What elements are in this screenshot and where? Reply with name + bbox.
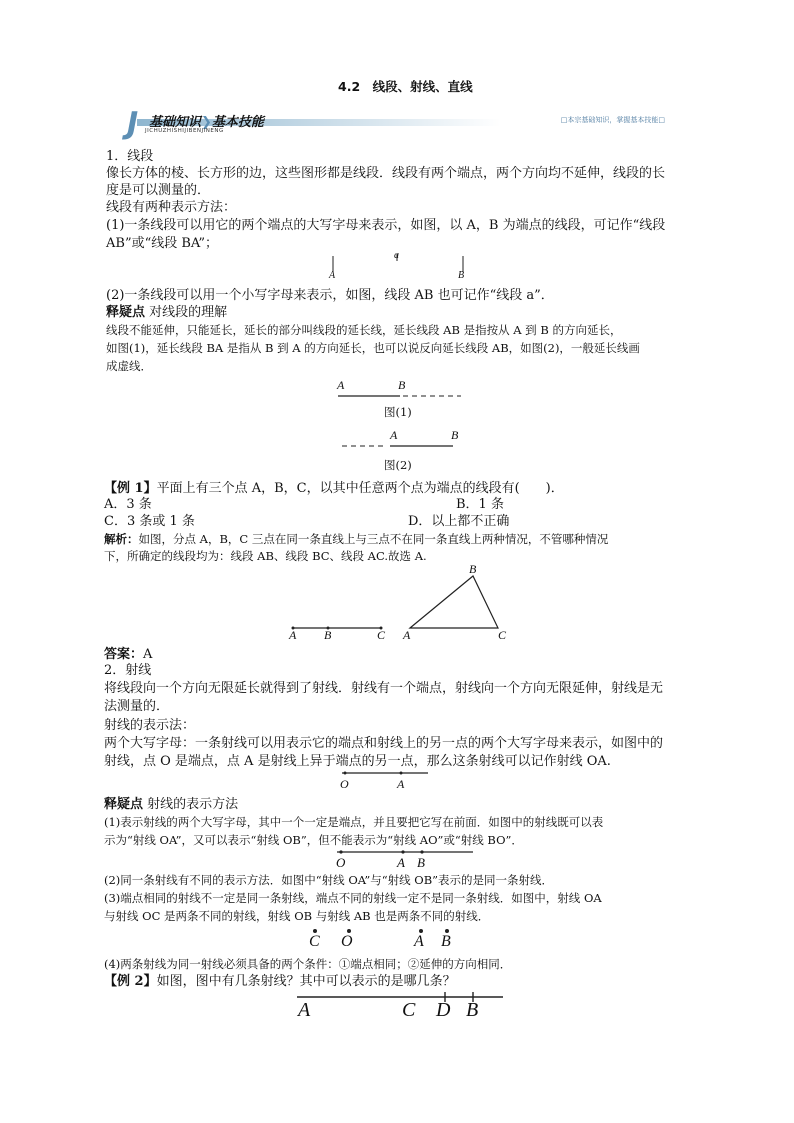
fig2-label-a2: A bbox=[390, 428, 398, 442]
fig4-point-o bbox=[344, 772, 347, 775]
banner-logo: J bbox=[127, 106, 139, 141]
fig5-label-o: O bbox=[336, 855, 346, 870]
example-2 bbox=[104, 973, 456, 990]
section-1-heading: 1．线段 bbox=[106, 149, 154, 164]
fig7-label-d: D bbox=[436, 999, 451, 1021]
example-1-head: 【例 1】 bbox=[104, 481, 157, 496]
s1-p2: 线段有两种表示方法： bbox=[106, 200, 237, 215]
figure-points-abc bbox=[285, 570, 515, 634]
banner-tagline: □本宗基础知识，掌握基本技能□ bbox=[560, 116, 665, 124]
s2-note-head: 释疑点 bbox=[104, 797, 144, 812]
s2-n1b: 示为“射线 OA”，又可以表示“射线 OB”，但不能表示为“射线 AO”或“射线 BO”． bbox=[104, 833, 523, 847]
s2-p1b: 法测量的． bbox=[104, 699, 170, 714]
example-2-question: 如图，图中有几条射线？其中可以表示的是哪几条？ bbox=[156, 974, 456, 989]
fig3-label-c: C bbox=[377, 628, 386, 642]
solution-text-1: 如图，分点 A，B，C 三点在同一条直线上与三点不在同一条直线上两种情况，不管哪种情况 bbox=[138, 532, 609, 546]
s1-note bbox=[106, 304, 227, 321]
fig3-label-b: B bbox=[324, 628, 332, 642]
example-2-head: 【例 2】 bbox=[104, 974, 157, 989]
s1-n1: 线段不能延伸，只能延长，延长的部分叫线段的延长线，延长线段 AB 是指按从 A 到 B 的方向延长， bbox=[106, 323, 622, 337]
option-d: D．以上都不正确 bbox=[408, 514, 510, 529]
fig6-label-o: O bbox=[341, 933, 353, 950]
fig5-point-o bbox=[339, 850, 342, 853]
figure-segment-labels bbox=[320, 250, 480, 286]
example-1-question: 平面上有三个点 A，B，C，以其中任意两个点为端点的线段有( )． bbox=[156, 481, 564, 496]
fig5-label-b: B bbox=[417, 855, 425, 870]
fig6-label-a: A bbox=[414, 933, 424, 950]
s2-p1a: 将线段向一个方向无限延长就得到了射线．射线有一个端点，射线向一个方向无限延伸，射线是无 bbox=[104, 681, 664, 696]
note-head: 释疑点 bbox=[106, 305, 146, 320]
fig3-label-a: A bbox=[289, 628, 297, 642]
example-1 bbox=[104, 480, 564, 497]
fig2-caption-1: 图(1) bbox=[384, 405, 412, 419]
s1-p1a: 像长方体的棱、长方形的边，这些图形都是线段．线段有两个端点，两个方向均不延伸，线段的长 bbox=[106, 166, 666, 181]
s2-p3b: 射线，点 O 是端点，点 A 是射线上异于端点的另一点，那么这条射线可以记作射线 OA. bbox=[104, 754, 611, 769]
fig2-label-b2: B bbox=[451, 428, 459, 442]
s2-n2: (2)同一条射线有不同的表示方法．如图中“射线 OA”与“射线 OB”表示的是同一条射线． bbox=[104, 873, 554, 887]
option-c: C．3 条或 1 条 bbox=[104, 514, 195, 529]
fig5-point-a bbox=[401, 850, 404, 853]
fig7-label-a: A bbox=[298, 999, 311, 1021]
fig4-label-a: A bbox=[397, 777, 405, 791]
fig2-caption-2: 图(2) bbox=[384, 458, 412, 472]
page-title: 4.2 线段、射线、直线 bbox=[338, 79, 473, 94]
fig4-label-o: O bbox=[340, 777, 349, 791]
answer-value: A bbox=[143, 647, 153, 662]
banner-label-2: 基本技能 bbox=[211, 115, 264, 130]
s1-n2: 如图(1)，延长线段 BA 是指从 B 到 A 的方向延长，也可以说反向延长线段 AB，如图(2)，一般延长线画 bbox=[106, 341, 640, 355]
fig3-label-tb: B bbox=[469, 562, 477, 576]
s1-m2: (2)一条线段可以用一个小写字母来表示，如图，线段 AB 也可记作“线段 a”． bbox=[106, 288, 554, 303]
fig1-label-lower-a: a bbox=[394, 250, 399, 261]
s1-m1b: AB”或“线段 BA”； bbox=[106, 236, 219, 251]
s2-n1a: (1)表示射线的两个大写字母，其中一个一定是端点，并且要把它写在前面．如图中的射线既可以表 bbox=[104, 815, 604, 829]
fig1-label-a: A bbox=[329, 270, 336, 281]
solution-head: 解析： bbox=[104, 532, 139, 546]
s2-n4: (4)两条射线为同一射线必须具备的两个条件：①端点相同；②延伸的方向相同． bbox=[104, 957, 512, 971]
fig7-label-b: B bbox=[466, 999, 479, 1021]
s2-note bbox=[104, 796, 238, 813]
banner-sep-icon: ❯ bbox=[201, 115, 212, 130]
solution-line-2: 下，所确定的线段均为：线段 AB、线段 BC、线段 AC.故选 A. bbox=[104, 549, 427, 563]
fig6-label-b: B bbox=[441, 933, 451, 950]
fig3-label-ta: A bbox=[403, 628, 411, 642]
solution-line-1 bbox=[104, 531, 608, 547]
s2-p3a: 两个大写字母：一条射线可以用表示它的端点和射线上的另一点的两个大写字母来表示，如图中的 bbox=[104, 736, 664, 751]
section-2-heading: 2．射线 bbox=[104, 663, 152, 678]
s1-n3: 成虚线． bbox=[106, 359, 152, 373]
fig2-label-b1: B bbox=[398, 378, 406, 392]
fig1-label-b: B bbox=[458, 270, 465, 281]
figure-ray-oa bbox=[340, 768, 430, 782]
answer-1 bbox=[104, 646, 152, 663]
fig3-label-tc: C bbox=[498, 628, 507, 642]
s2-note-title: 射线的表示方法 bbox=[147, 797, 239, 812]
option-a: A．3 条 bbox=[104, 497, 152, 512]
fig5-point-b bbox=[420, 850, 423, 853]
banner-pinyin: JICHUZHISHIJIBENJINENG bbox=[145, 128, 224, 134]
note-title: 对线段的理解 bbox=[149, 305, 228, 320]
s2-n3a: (3)端点相同的射线不一定是同一条射线，端点不同的射线一定不是同一条射线．如图中，射线 OA bbox=[104, 891, 602, 905]
s2-p2: 射线的表示法： bbox=[104, 718, 196, 733]
fig3-triangle bbox=[410, 576, 498, 628]
answer-head: 答案： bbox=[104, 647, 144, 662]
s2-n3b: 与射线 OC 是两条不同的射线，射线 OB 与射线 AB 也是两条不同的射线． bbox=[104, 909, 490, 923]
fig5-label-a: A bbox=[397, 855, 405, 870]
s1-m1a: (1)一条线段可以用它的两个端点的大写字母来表示，如图，以 A，B 为端点的线段，可记作“线段 bbox=[106, 218, 666, 233]
fig7-label-c: C bbox=[402, 999, 416, 1021]
section-banner bbox=[127, 106, 667, 141]
fig6-label-c: C bbox=[309, 933, 320, 950]
fig2-label-a1: A bbox=[337, 378, 345, 392]
option-b: B．1 条 bbox=[456, 497, 504, 512]
banner-label-1: 基础知识 bbox=[149, 115, 202, 130]
fig4-point-a bbox=[400, 772, 403, 775]
s1-p1b: 度是可以测量的． bbox=[106, 183, 211, 198]
figure-ray-oab bbox=[335, 846, 475, 858]
